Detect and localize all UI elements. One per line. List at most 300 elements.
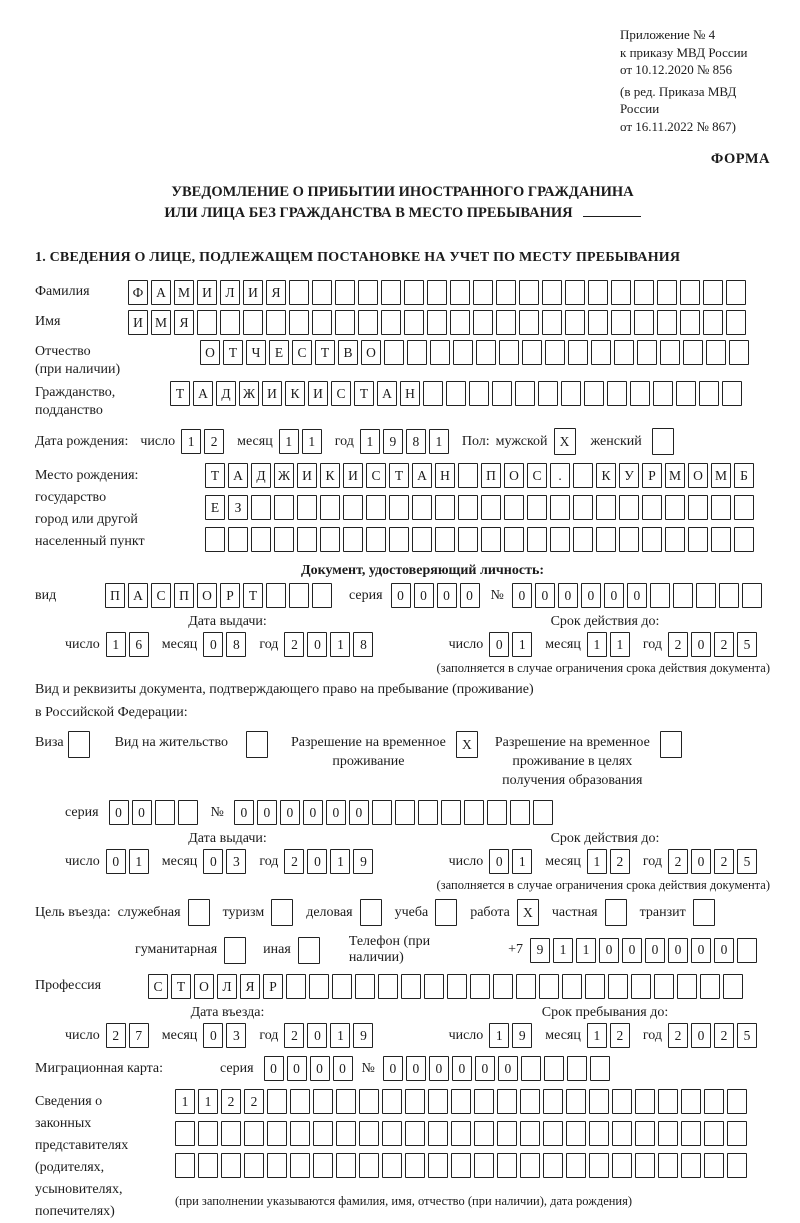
char-cell[interactable] xyxy=(464,800,484,825)
char-cell[interactable] xyxy=(359,1153,379,1178)
char-cell[interactable]: Ж xyxy=(274,463,294,488)
doc-issue-year[interactable] xyxy=(284,632,376,657)
char-cell[interactable] xyxy=(612,1153,632,1178)
char-cell[interactable] xyxy=(516,974,536,999)
char-cell[interactable] xyxy=(68,731,90,758)
char-cell[interactable] xyxy=(680,310,700,335)
char-cell[interactable] xyxy=(424,974,444,999)
char-cell[interactable] xyxy=(405,1153,425,1178)
char-cell[interactable] xyxy=(527,495,547,520)
char-cell[interactable] xyxy=(545,340,565,365)
char-cell[interactable]: 0 xyxy=(627,583,647,608)
char-cell[interactable] xyxy=(224,937,246,964)
char-cell[interactable]: 0 xyxy=(691,632,711,657)
char-cell[interactable]: 0 xyxy=(414,583,434,608)
char-cell[interactable]: Р xyxy=(220,583,240,608)
char-cell[interactable] xyxy=(188,899,210,926)
char-cell[interactable]: 1 xyxy=(106,632,126,657)
char-cell[interactable]: С xyxy=(331,381,351,406)
char-cell[interactable] xyxy=(630,381,650,406)
char-cell[interactable] xyxy=(635,1121,655,1146)
char-cell[interactable]: 3 xyxy=(226,1023,246,1048)
char-cell[interactable] xyxy=(427,310,447,335)
residence-expiry-month[interactable] xyxy=(587,849,633,874)
birth-place-row1-input[interactable] xyxy=(205,463,757,488)
residence-expiry-day[interactable] xyxy=(489,849,535,874)
representatives-row2-input[interactable] xyxy=(175,1121,750,1146)
doc-issue-month[interactable] xyxy=(203,632,249,657)
char-cell[interactable] xyxy=(521,1056,541,1081)
char-cell[interactable]: 1 xyxy=(279,429,299,454)
char-cell[interactable]: 0 xyxy=(429,1056,449,1081)
char-cell[interactable] xyxy=(378,974,398,999)
char-cell[interactable] xyxy=(520,1121,540,1146)
char-cell[interactable]: Т xyxy=(243,583,263,608)
char-cell[interactable]: 2 xyxy=(610,1023,630,1048)
migration-series-input[interactable] xyxy=(264,1056,356,1081)
char-cell[interactable] xyxy=(313,1089,333,1114)
char-cell[interactable] xyxy=(355,974,375,999)
char-cell[interactable] xyxy=(458,463,478,488)
char-cell[interactable]: 1 xyxy=(198,1089,218,1114)
name-input[interactable] xyxy=(128,310,749,335)
citizenship-input[interactable] xyxy=(170,381,745,406)
char-cell[interactable]: 2 xyxy=(106,1023,126,1048)
char-cell[interactable] xyxy=(637,340,657,365)
entry-year[interactable] xyxy=(284,1023,376,1048)
migration-number-input[interactable] xyxy=(383,1056,613,1081)
char-cell[interactable] xyxy=(543,1089,563,1114)
char-cell[interactable] xyxy=(244,1153,264,1178)
char-cell[interactable]: 2 xyxy=(221,1089,241,1114)
char-cell[interactable]: И xyxy=(343,463,363,488)
char-cell[interactable]: 0 xyxy=(581,583,601,608)
char-cell[interactable] xyxy=(492,381,512,406)
char-cell[interactable]: 0 xyxy=(599,938,619,963)
char-cell[interactable]: Т xyxy=(205,463,225,488)
temp-residence-checkbox[interactable] xyxy=(456,731,481,758)
char-cell[interactable] xyxy=(688,495,708,520)
char-cell[interactable]: 1 xyxy=(330,632,350,657)
residence-issue-year[interactable] xyxy=(284,849,376,874)
char-cell[interactable]: И xyxy=(262,381,282,406)
char-cell[interactable] xyxy=(542,280,562,305)
char-cell[interactable]: 0 xyxy=(498,1056,518,1081)
char-cell[interactable] xyxy=(309,974,329,999)
char-cell[interactable] xyxy=(320,495,340,520)
char-cell[interactable] xyxy=(298,937,320,964)
char-cell[interactable] xyxy=(608,974,628,999)
char-cell[interactable] xyxy=(550,495,570,520)
char-cell[interactable]: С xyxy=(151,583,171,608)
char-cell[interactable] xyxy=(175,1121,195,1146)
char-cell[interactable]: М xyxy=(174,280,194,305)
char-cell[interactable]: 1 xyxy=(587,849,607,874)
char-cell[interactable] xyxy=(474,1153,494,1178)
char-cell[interactable] xyxy=(504,527,524,552)
char-cell[interactable] xyxy=(589,1089,609,1114)
char-cell[interactable] xyxy=(573,495,593,520)
char-cell[interactable]: И xyxy=(308,381,328,406)
doc-expiry-year[interactable] xyxy=(668,632,760,657)
char-cell[interactable] xyxy=(430,340,450,365)
char-cell[interactable] xyxy=(336,1153,356,1178)
char-cell[interactable] xyxy=(642,495,662,520)
doc-number-input[interactable] xyxy=(512,583,765,608)
char-cell[interactable] xyxy=(313,1121,333,1146)
char-cell[interactable] xyxy=(312,280,332,305)
char-cell[interactable]: 0 xyxy=(535,583,555,608)
char-cell[interactable] xyxy=(198,1153,218,1178)
char-cell[interactable] xyxy=(220,310,240,335)
char-cell[interactable]: 2 xyxy=(668,1023,688,1048)
char-cell[interactable]: А xyxy=(151,280,171,305)
char-cell[interactable] xyxy=(527,527,547,552)
char-cell[interactable] xyxy=(497,1121,517,1146)
char-cell[interactable]: 9 xyxy=(353,1023,373,1048)
profession-input[interactable] xyxy=(148,974,746,999)
char-cell[interactable] xyxy=(175,1153,195,1178)
char-cell[interactable]: П xyxy=(105,583,125,608)
purpose-work-checkbox[interactable] xyxy=(517,899,542,926)
char-cell[interactable]: С xyxy=(292,340,312,365)
char-cell[interactable] xyxy=(178,800,198,825)
representatives-row1-input[interactable] xyxy=(175,1089,750,1114)
char-cell[interactable]: 0 xyxy=(512,583,532,608)
char-cell[interactable] xyxy=(588,280,608,305)
surname-input[interactable] xyxy=(128,280,749,305)
char-cell[interactable] xyxy=(290,1153,310,1178)
char-cell[interactable]: 0 xyxy=(307,632,327,657)
char-cell[interactable] xyxy=(700,974,720,999)
char-cell[interactable]: 9 xyxy=(512,1023,532,1048)
char-cell[interactable]: 1 xyxy=(302,429,322,454)
char-cell[interactable]: 0 xyxy=(645,938,665,963)
char-cell[interactable]: 5 xyxy=(737,849,757,874)
entry-month[interactable] xyxy=(203,1023,249,1048)
char-cell[interactable] xyxy=(729,340,749,365)
char-cell[interactable] xyxy=(704,1121,724,1146)
char-cell[interactable] xyxy=(584,381,604,406)
char-cell[interactable]: X xyxy=(517,899,539,926)
char-cell[interactable]: 0 xyxy=(333,1056,353,1081)
char-cell[interactable]: 1 xyxy=(587,632,607,657)
char-cell[interactable]: 1 xyxy=(360,429,380,454)
char-cell[interactable] xyxy=(266,310,286,335)
birth-year-input[interactable] xyxy=(360,429,452,454)
char-cell[interactable] xyxy=(726,310,746,335)
char-cell[interactable]: 8 xyxy=(353,632,373,657)
char-cell[interactable]: 0 xyxy=(257,800,277,825)
char-cell[interactable]: 0 xyxy=(307,849,327,874)
char-cell[interactable] xyxy=(289,280,309,305)
char-cell[interactable] xyxy=(591,340,611,365)
char-cell[interactable] xyxy=(688,527,708,552)
char-cell[interactable]: О xyxy=(504,463,524,488)
char-cell[interactable]: 0 xyxy=(489,632,509,657)
char-cell[interactable] xyxy=(703,280,723,305)
char-cell[interactable] xyxy=(711,527,731,552)
char-cell[interactable] xyxy=(389,495,409,520)
char-cell[interactable]: 0 xyxy=(668,938,688,963)
char-cell[interactable] xyxy=(658,1121,678,1146)
char-cell[interactable]: 1 xyxy=(610,632,630,657)
char-cell[interactable] xyxy=(683,340,703,365)
purpose-business-checkbox[interactable] xyxy=(360,899,385,926)
char-cell[interactable]: 2 xyxy=(244,1089,264,1114)
char-cell[interactable]: 0 xyxy=(691,938,711,963)
char-cell[interactable]: И xyxy=(128,310,148,335)
char-cell[interactable] xyxy=(538,381,558,406)
char-cell[interactable] xyxy=(566,1089,586,1114)
char-cell[interactable] xyxy=(228,527,248,552)
char-cell[interactable]: 9 xyxy=(353,849,373,874)
char-cell[interactable]: Р xyxy=(642,463,662,488)
char-cell[interactable] xyxy=(358,310,378,335)
char-cell[interactable]: А xyxy=(193,381,213,406)
char-cell[interactable] xyxy=(446,381,466,406)
char-cell[interactable] xyxy=(589,1153,609,1178)
char-cell[interactable]: 0 xyxy=(234,800,254,825)
char-cell[interactable] xyxy=(381,280,401,305)
char-cell[interactable]: 1 xyxy=(181,429,201,454)
char-cell[interactable]: 9 xyxy=(383,429,403,454)
char-cell[interactable] xyxy=(605,899,627,926)
char-cell[interactable]: 2 xyxy=(204,429,224,454)
residence-issue-day[interactable] xyxy=(106,849,152,874)
char-cell[interactable] xyxy=(271,899,293,926)
char-cell[interactable] xyxy=(566,1121,586,1146)
char-cell[interactable]: И xyxy=(297,463,317,488)
char-cell[interactable] xyxy=(642,527,662,552)
char-cell[interactable] xyxy=(487,800,507,825)
char-cell[interactable] xyxy=(631,974,651,999)
char-cell[interactable]: Т xyxy=(315,340,335,365)
char-cell[interactable] xyxy=(336,1121,356,1146)
char-cell[interactable] xyxy=(450,280,470,305)
char-cell[interactable] xyxy=(435,495,455,520)
char-cell[interactable] xyxy=(412,527,432,552)
char-cell[interactable] xyxy=(706,340,726,365)
char-cell[interactable]: 0 xyxy=(264,1056,284,1081)
char-cell[interactable]: 5 xyxy=(737,632,757,657)
char-cell[interactable] xyxy=(727,1121,747,1146)
char-cell[interactable]: Б xyxy=(734,463,754,488)
char-cell[interactable]: 0 xyxy=(203,632,223,657)
char-cell[interactable] xyxy=(565,310,585,335)
char-cell[interactable] xyxy=(336,1089,356,1114)
char-cell[interactable] xyxy=(382,1089,402,1114)
char-cell[interactable]: Т xyxy=(171,974,191,999)
residence-permit-checkbox[interactable] xyxy=(246,731,271,758)
char-cell[interactable] xyxy=(573,527,593,552)
char-cell[interactable] xyxy=(657,280,677,305)
char-cell[interactable]: 0 xyxy=(460,583,480,608)
char-cell[interactable] xyxy=(612,1089,632,1114)
char-cell[interactable] xyxy=(496,310,516,335)
char-cell[interactable] xyxy=(520,1153,540,1178)
char-cell[interactable] xyxy=(320,527,340,552)
char-cell[interactable] xyxy=(585,974,605,999)
entry-day[interactable] xyxy=(106,1023,152,1048)
residence-expiry-year[interactable] xyxy=(668,849,760,874)
visa-checkbox[interactable] xyxy=(68,731,93,758)
residence-issue-month[interactable] xyxy=(203,849,249,874)
char-cell[interactable] xyxy=(561,381,581,406)
char-cell[interactable]: 0 xyxy=(307,1023,327,1048)
char-cell[interactable] xyxy=(290,1121,310,1146)
char-cell[interactable]: У xyxy=(619,463,639,488)
residence-series-input[interactable] xyxy=(109,800,201,825)
char-cell[interactable] xyxy=(568,340,588,365)
doc-series-input[interactable] xyxy=(391,583,483,608)
char-cell[interactable] xyxy=(596,495,616,520)
char-cell[interactable]: 1 xyxy=(576,938,596,963)
char-cell[interactable] xyxy=(497,1153,517,1178)
char-cell[interactable]: Е xyxy=(269,340,289,365)
char-cell[interactable]: Д xyxy=(251,463,271,488)
char-cell[interactable] xyxy=(332,974,352,999)
char-cell[interactable] xyxy=(267,1153,287,1178)
char-cell[interactable] xyxy=(451,1089,471,1114)
char-cell[interactable] xyxy=(654,974,674,999)
char-cell[interactable]: 1 xyxy=(512,849,532,874)
char-cell[interactable]: Р xyxy=(263,974,283,999)
char-cell[interactable] xyxy=(286,974,306,999)
char-cell[interactable] xyxy=(267,1089,287,1114)
char-cell[interactable]: М xyxy=(711,463,731,488)
char-cell[interactable]: 0 xyxy=(558,583,578,608)
char-cell[interactable] xyxy=(205,527,225,552)
purpose-official-checkbox[interactable] xyxy=(188,899,213,926)
char-cell[interactable] xyxy=(722,381,742,406)
char-cell[interactable]: 1 xyxy=(489,1023,509,1048)
purpose-other-checkbox[interactable] xyxy=(298,937,323,964)
char-cell[interactable]: А xyxy=(128,583,148,608)
char-cell[interactable] xyxy=(676,381,696,406)
doc-kind-input[interactable] xyxy=(105,583,335,608)
char-cell[interactable] xyxy=(412,495,432,520)
char-cell[interactable] xyxy=(520,1089,540,1114)
char-cell[interactable]: 1 xyxy=(553,938,573,963)
char-cell[interactable]: 0 xyxy=(604,583,624,608)
char-cell[interactable] xyxy=(473,280,493,305)
char-cell[interactable] xyxy=(614,340,634,365)
char-cell[interactable] xyxy=(544,1056,564,1081)
char-cell[interactable]: О xyxy=(200,340,220,365)
char-cell[interactable] xyxy=(680,280,700,305)
char-cell[interactable] xyxy=(246,731,268,758)
char-cell[interactable] xyxy=(297,495,317,520)
char-cell[interactable] xyxy=(677,974,697,999)
char-cell[interactable]: 2 xyxy=(668,849,688,874)
char-cell[interactable] xyxy=(533,800,553,825)
char-cell[interactable] xyxy=(312,583,332,608)
char-cell[interactable]: Я xyxy=(240,974,260,999)
char-cell[interactable]: П xyxy=(174,583,194,608)
char-cell[interactable] xyxy=(681,1153,701,1178)
char-cell[interactable] xyxy=(704,1089,724,1114)
char-cell[interactable] xyxy=(405,1121,425,1146)
char-cell[interactable]: 0 xyxy=(452,1056,472,1081)
char-cell[interactable]: Л xyxy=(217,974,237,999)
char-cell[interactable]: В xyxy=(338,340,358,365)
patronymic-input[interactable] xyxy=(200,340,752,365)
char-cell[interactable] xyxy=(313,1153,333,1178)
char-cell[interactable]: А xyxy=(228,463,248,488)
char-cell[interactable] xyxy=(543,1121,563,1146)
char-cell[interactable] xyxy=(565,280,585,305)
char-cell[interactable]: 0 xyxy=(203,1023,223,1048)
char-cell[interactable]: К xyxy=(320,463,340,488)
char-cell[interactable] xyxy=(251,527,271,552)
char-cell[interactable]: Д xyxy=(216,381,236,406)
char-cell[interactable]: 0 xyxy=(203,849,223,874)
char-cell[interactable] xyxy=(522,340,542,365)
purpose-tourism-checkbox[interactable] xyxy=(271,899,296,926)
char-cell[interactable] xyxy=(401,974,421,999)
char-cell[interactable] xyxy=(727,1089,747,1114)
char-cell[interactable] xyxy=(660,340,680,365)
char-cell[interactable]: 1 xyxy=(129,849,149,874)
birth-month-input[interactable] xyxy=(279,429,325,454)
char-cell[interactable]: 0 xyxy=(303,800,323,825)
char-cell[interactable]: И xyxy=(243,280,263,305)
char-cell[interactable]: 0 xyxy=(691,1023,711,1048)
char-cell[interactable]: 7 xyxy=(129,1023,149,1048)
char-cell[interactable]: 2 xyxy=(714,632,734,657)
residence-number-input[interactable] xyxy=(234,800,556,825)
char-cell[interactable] xyxy=(474,1089,494,1114)
char-cell[interactable] xyxy=(589,1121,609,1146)
char-cell[interactable] xyxy=(635,1089,655,1114)
char-cell[interactable] xyxy=(470,974,490,999)
char-cell[interactable] xyxy=(404,310,424,335)
char-cell[interactable] xyxy=(359,1121,379,1146)
char-cell[interactable] xyxy=(335,310,355,335)
doc-expiry-day[interactable] xyxy=(489,632,535,657)
char-cell[interactable]: Т xyxy=(354,381,374,406)
char-cell[interactable] xyxy=(450,310,470,335)
char-cell[interactable]: И xyxy=(197,280,217,305)
char-cell[interactable]: 0 xyxy=(326,800,346,825)
char-cell[interactable] xyxy=(343,495,363,520)
char-cell[interactable] xyxy=(496,280,516,305)
char-cell[interactable]: 1 xyxy=(175,1089,195,1114)
char-cell[interactable] xyxy=(635,1153,655,1178)
char-cell[interactable] xyxy=(428,1121,448,1146)
birth-place-row2-input[interactable] xyxy=(205,495,757,520)
char-cell[interactable]: Н xyxy=(435,463,455,488)
char-cell[interactable]: 5 xyxy=(737,1023,757,1048)
char-cell[interactable] xyxy=(566,1153,586,1178)
gender-female-checkbox[interactable] xyxy=(652,428,677,455)
char-cell[interactable]: М xyxy=(151,310,171,335)
char-cell[interactable] xyxy=(711,495,731,520)
char-cell[interactable]: 8 xyxy=(406,429,426,454)
char-cell[interactable] xyxy=(519,310,539,335)
char-cell[interactable]: 2 xyxy=(284,849,304,874)
char-cell[interactable]: Л xyxy=(220,280,240,305)
char-cell[interactable]: 0 xyxy=(287,1056,307,1081)
char-cell[interactable] xyxy=(504,495,524,520)
char-cell[interactable] xyxy=(267,1121,287,1146)
char-cell[interactable]: 0 xyxy=(280,800,300,825)
char-cell[interactable] xyxy=(427,280,447,305)
char-cell[interactable] xyxy=(447,974,467,999)
char-cell[interactable] xyxy=(658,1153,678,1178)
char-cell[interactable]: А xyxy=(377,381,397,406)
